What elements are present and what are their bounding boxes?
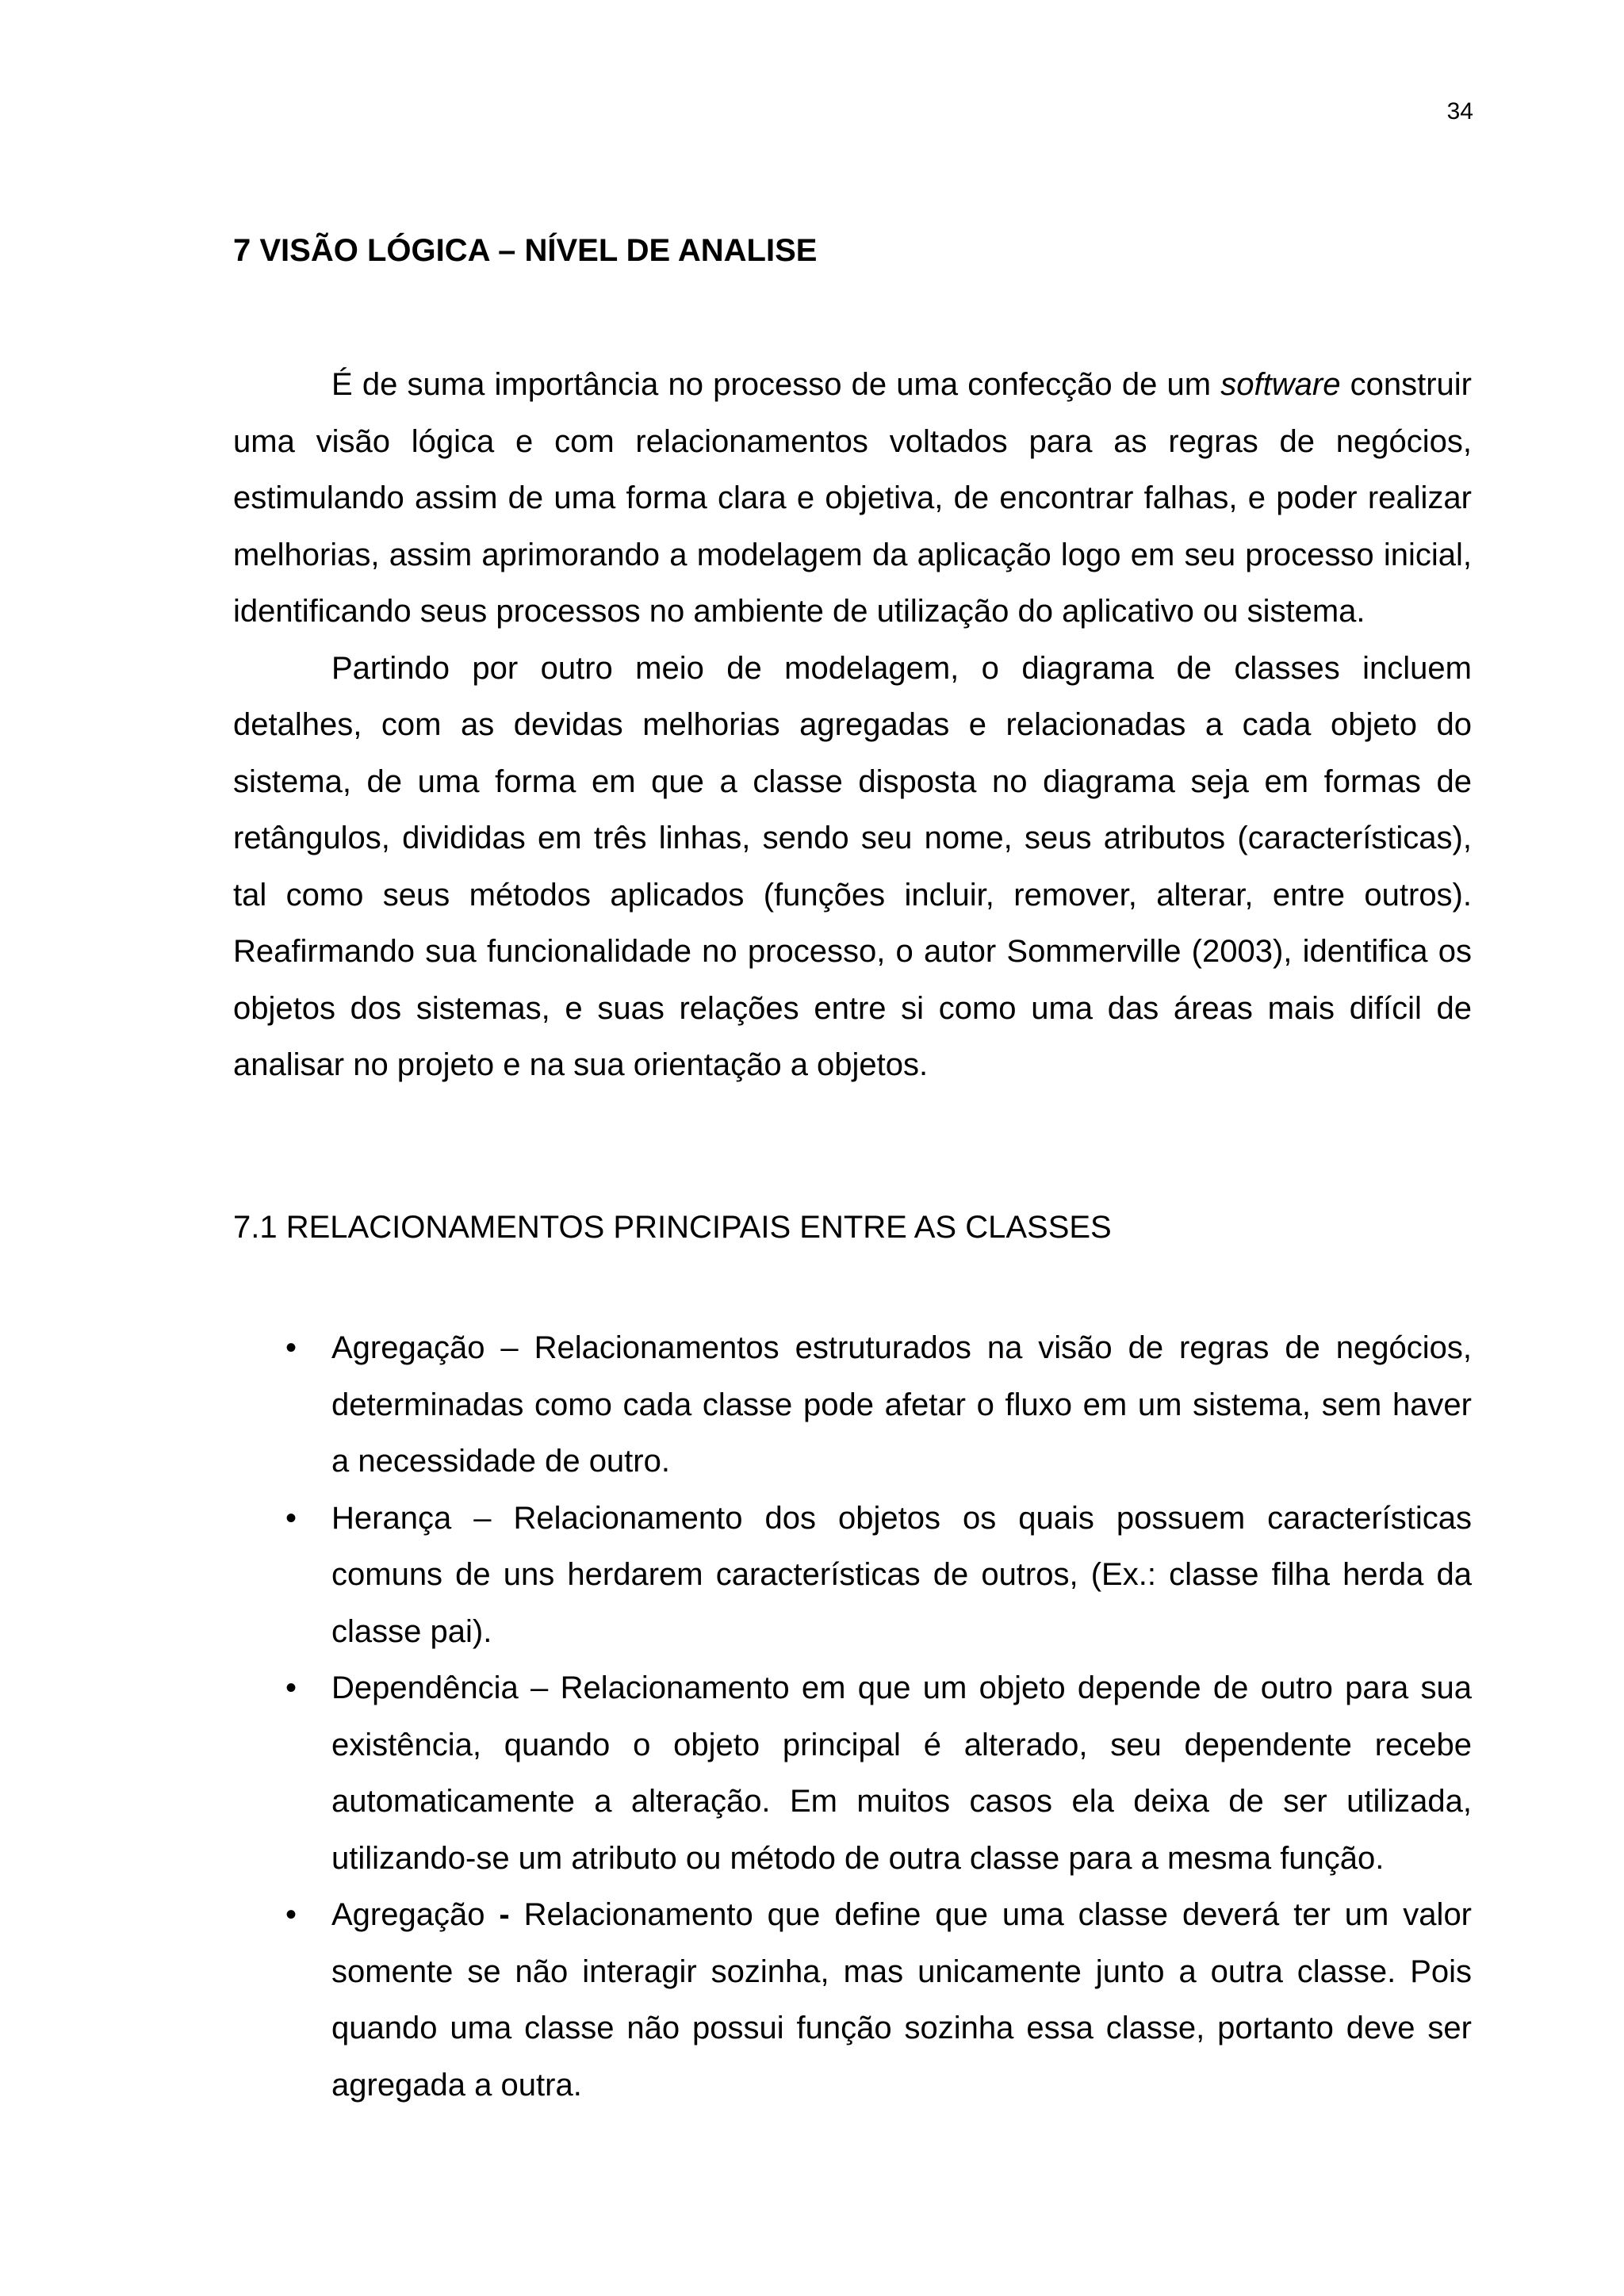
list-item-inheritance — [233, 1490, 1472, 1661]
list-item-term: Agregação — [331, 1897, 485, 1932]
paragraph-intro-text-start: É de suma importância no processo de uma confecção de um — [331, 367, 1221, 402]
paragraph-intro-text-end: construir uma visão lógica e com relacionamentos voltados para as regras de negócios, estimulando assim de uma forma clara e objetiva, de encontrar falhas, e poder realizar melhorias, assim aprimorando a modelagem da aplicação logo em seu processo inicial, identificando seus processos no ambiente de utilização do aplicativo ou sistema. — [233, 367, 1472, 629]
list-item-separator: – — [518, 1670, 561, 1705]
relationship-list — [233, 1320, 1472, 2114]
bullet-icon: • — [285, 1897, 297, 1932]
body-text — [233, 357, 1472, 1094]
list-item-term: Dependência — [331, 1670, 519, 1705]
bullet-icon: • — [285, 1670, 297, 1705]
list-item-text: Relacionamentos estruturados na visão de regras de negócios, determinadas como cada classe pode afetar o fluxo em um sistema, sem haver a necessidade de outro. — [331, 1330, 1472, 1479]
list-item-separator: - — [485, 1897, 524, 1932]
italic-term-software: software — [1220, 367, 1341, 402]
chapter-heading: 7 VISÃO LÓGICA – NÍVEL DE ANALISE — [233, 233, 818, 268]
section-heading: 7.1 RELACIONAMENTOS PRINCIPAIS ENTRE AS CLASSES — [233, 1210, 1112, 1245]
bullet-icon: • — [285, 1500, 297, 1536]
page-number: 34 — [1446, 98, 1473, 124]
list-item-aggregation-2 — [233, 1887, 1472, 2114]
list-item-text: Relacionamento em que um objeto depende de outro para sua existência, quando o objeto principal é alterado, seu dependente recebe automaticamente a alteração. Em muitos casos ela deixa de ser utilizada, utilizando-se um atributo ou método de outra classe para a mesma função. — [331, 1670, 1472, 1876]
paragraph-class-diagram: Partindo por outro meio de modelagem, o diagrama de classes incluem detalhes, com as devidas melhorias agregadas e relacionadas a cada objeto do sistema, de uma forma em que a classe disposta no diagrama seja em formas de retângulos, divididas em três linhas, sendo seu nome, seus atributos (características), tal como seus métodos aplicados (funções incluir, remover, alterar, entre outros). Reafirmando sua funcionalidade no processo, o autor Sommerville (2003), identifica os objetos dos sistemas, e suas relações entre si como uma das áreas mais difícil de analisar no projeto e na sua orientação a objetos. — [233, 650, 1472, 1082]
paragraph-intro — [233, 357, 1472, 641]
list-item-separator: – — [451, 1500, 514, 1536]
bullet-icon: • — [285, 1330, 297, 1365]
list-item-text: Relacionamento dos objetos os quais possuem características comuns de uns herdarem características de outros, (Ex.: classe filha herda da classe pai). — [331, 1500, 1472, 1649]
list-item-text: Relacionamento que define que uma classe deverá ter um valor somente se não interagir sozinha, mas unicamente junto a outra classe. Pois quando uma classe não possui função sozinha essa classe, portanto deve ser agregada a outra. — [331, 1897, 1473, 2103]
list-item-separator: – — [485, 1330, 534, 1365]
list-item-term: Herança — [331, 1500, 452, 1536]
list-item-term: Agregação — [331, 1330, 485, 1365]
list-item-dependency — [233, 1660, 1472, 1887]
list-item-aggregation — [233, 1320, 1472, 1490]
